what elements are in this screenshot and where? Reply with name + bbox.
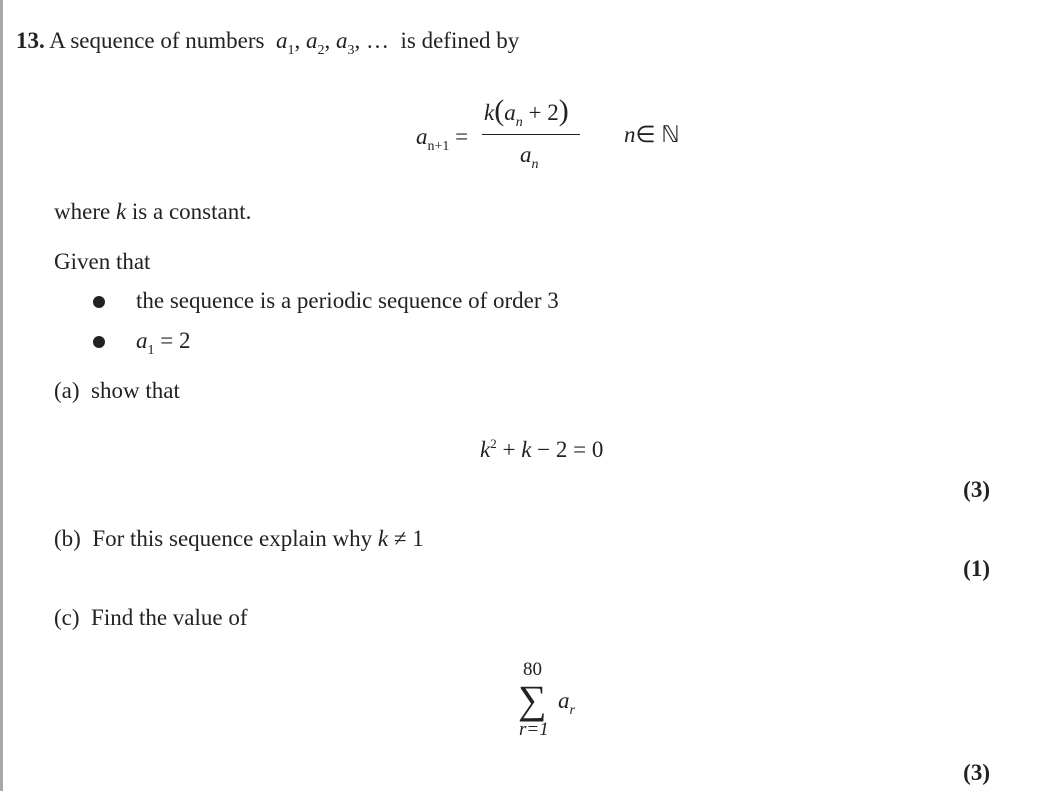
part-a-text: show that bbox=[91, 378, 180, 403]
formula-numerator: $k(a_n + 2)$ bbox=[484, 94, 569, 130]
part-b-k: k bbox=[377, 526, 389, 551]
den-sub: n bbox=[531, 157, 539, 172]
part-a bbox=[54, 378, 180, 404]
domain-n: n bbox=[624, 122, 636, 147]
formula-lhs bbox=[416, 124, 469, 154]
num-sub: n bbox=[515, 115, 523, 130]
where-post: is a constant. bbox=[131, 199, 252, 224]
sum-lower: r=1 bbox=[519, 719, 549, 740]
lhs-sub: n+1 bbox=[427, 139, 450, 154]
part-c-text: Find the value of bbox=[91, 605, 248, 630]
sum-term bbox=[558, 688, 575, 718]
bullet-sub: 1 bbox=[147, 343, 155, 358]
page-left-border bbox=[0, 0, 3, 791]
fraction-bar bbox=[482, 134, 580, 135]
eq-exp: 2 bbox=[490, 436, 497, 451]
seq-a2: a bbox=[305, 28, 318, 53]
question-intro: 13. A sequence of numbers $a_1$, $a_2$, $a_3$, … is defined by bbox=[16, 28, 520, 58]
part-c bbox=[54, 605, 248, 631]
domain-symbol: ∈ ℕ bbox=[635, 122, 680, 147]
intro-text: A sequence of numbers bbox=[49, 28, 265, 53]
part-c-marks: (3) bbox=[963, 760, 990, 785]
formula-denominator bbox=[520, 142, 539, 172]
sum-sub: r bbox=[569, 703, 575, 718]
sigma-symbol: ∑ bbox=[518, 677, 547, 722]
seq-ellipsis: … bbox=[365, 28, 389, 53]
seq-a1: a bbox=[275, 28, 288, 53]
seq-sub2: 2 bbox=[317, 43, 325, 58]
part-a-equation bbox=[480, 437, 603, 463]
part-b-text: For this sequence explain why bbox=[92, 526, 373, 551]
bullet-icon bbox=[93, 336, 105, 348]
bullet-icon bbox=[93, 296, 105, 308]
bullet-rest: = 2 bbox=[160, 328, 191, 353]
bullet-periodic: the sequence is a periodic sequence of order 3 bbox=[136, 288, 559, 313]
num-plus2: + 2 bbox=[528, 100, 559, 125]
eq-k: k bbox=[480, 437, 491, 462]
given-that: Given that bbox=[54, 249, 151, 274]
formula-domain bbox=[624, 122, 680, 148]
seq-sub3: 3 bbox=[347, 43, 355, 58]
num-a: a bbox=[504, 100, 516, 125]
bullet-a1 bbox=[136, 328, 191, 358]
eq-plus: + bbox=[502, 437, 516, 462]
sum-upper: 80 bbox=[523, 659, 542, 680]
sum-a: a bbox=[558, 688, 570, 713]
den-a: a bbox=[520, 142, 532, 167]
part-c-label: (c) bbox=[54, 605, 80, 630]
where-line bbox=[54, 199, 251, 225]
bullet-a: a bbox=[136, 328, 148, 353]
where-k: k bbox=[115, 199, 127, 224]
eq-k2: k bbox=[521, 437, 532, 462]
seq-sub1: 1 bbox=[287, 43, 295, 58]
lhs-a: a bbox=[416, 124, 428, 149]
part-b-rest: ≠ 1 bbox=[393, 526, 424, 551]
question-number: 13. bbox=[16, 28, 45, 53]
seq-a3: a bbox=[335, 28, 348, 53]
equals: = bbox=[455, 124, 469, 149]
part-b-marks: (1) bbox=[963, 556, 990, 581]
part-b bbox=[54, 526, 424, 552]
part-a-label: (a) bbox=[54, 378, 80, 403]
eq-rest: − 2 = 0 bbox=[537, 437, 604, 462]
where-pre: where bbox=[54, 199, 111, 224]
part-a-marks: (3) bbox=[963, 477, 990, 502]
part-b-label: (b) bbox=[54, 526, 81, 551]
num-k: k bbox=[484, 100, 495, 125]
intro-end: is defined by bbox=[400, 28, 520, 53]
